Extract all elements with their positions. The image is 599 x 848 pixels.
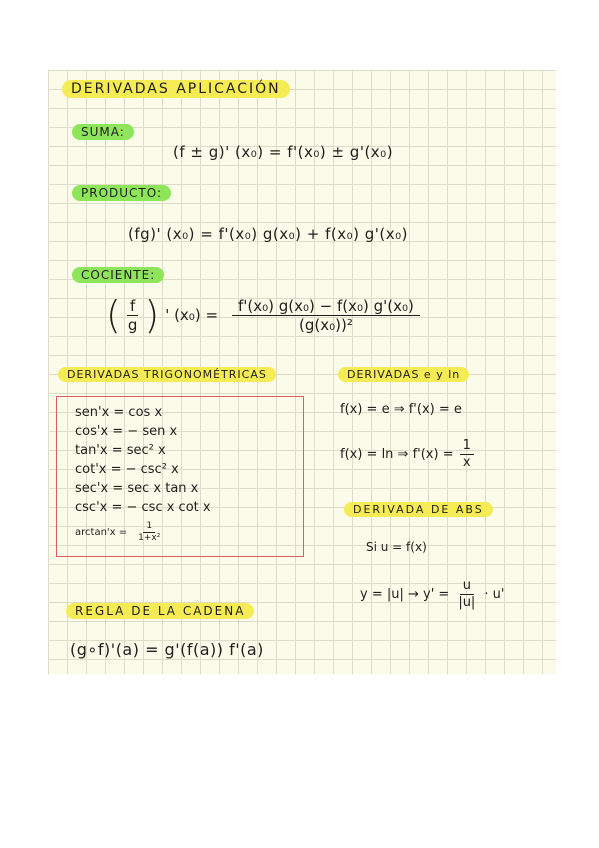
exp-ln-heading: DERIVADAS e y ln xyxy=(338,367,469,382)
right-paren: ) xyxy=(144,293,160,337)
abs-num: u xyxy=(460,578,474,595)
ln-lhs: f(x) = ln ⇒ f'(x) = xyxy=(340,446,454,462)
arctan-den: 1+x² xyxy=(138,532,161,543)
trig-item: cos'x = − sen x xyxy=(75,424,178,439)
trig-item: csc'x = − csc x cot x xyxy=(75,500,211,515)
producto-formula: (fg)' (x₀) = f'(x₀) g(x₀) + f(x₀) g'(x₀) xyxy=(128,225,408,243)
abs-condition: Si u = f(x) xyxy=(366,540,427,554)
producto-label: PRODUCTO: xyxy=(72,185,171,201)
fg-num: f xyxy=(127,297,138,316)
cadena-formula: (g∘f)'(a) = g'(f(a)) f'(a) xyxy=(70,640,264,659)
abs-tail: · u' xyxy=(484,586,505,602)
cociente-formula xyxy=(106,293,420,337)
abs-den: |u| xyxy=(458,594,476,610)
trig-item: tan'x = sec² x xyxy=(75,443,166,458)
notes-page xyxy=(48,70,556,674)
abs-fraction xyxy=(455,578,478,610)
exp-derivative: f(x) = e ⇒ f'(x) = e xyxy=(340,402,462,417)
arctan-fraction xyxy=(135,521,163,544)
cociente-fraction xyxy=(232,297,420,334)
ln-derivative xyxy=(340,438,474,470)
ln-fraction xyxy=(460,438,474,470)
ln-den: x xyxy=(462,454,471,470)
suma-label: SUMA: xyxy=(72,124,134,140)
trig-item: cot'x = − csc² x xyxy=(75,462,179,477)
trig-box xyxy=(56,396,304,557)
trig-heading: DERIVADAS TRIGONOMÉTRICAS xyxy=(58,367,276,382)
fg-den: g xyxy=(127,315,138,334)
left-paren: ( xyxy=(106,293,121,337)
cociente-label: COCIENTE: xyxy=(72,267,164,283)
trig-item: sen'x = cos x xyxy=(75,405,163,420)
arctan-num: 1 xyxy=(143,521,155,533)
ln-num: 1 xyxy=(460,438,474,455)
arctan-derivative xyxy=(75,521,163,544)
abs-derivative xyxy=(360,578,504,610)
suma-formula: (f ± g)' (x₀) = f'(x₀) ± g'(x₀) xyxy=(173,143,394,161)
abs-lhs: y = |u| → y' = xyxy=(360,586,450,602)
cociente-lhs-tail: ' (x₀) = xyxy=(165,306,219,324)
cadena-heading: REGLA DE LA CADENA xyxy=(66,603,254,619)
page-title: DERIVADAS APLICACIÓN xyxy=(62,80,290,98)
fg-fraction xyxy=(125,297,141,334)
abs-heading: DERIVADA DE ABS xyxy=(344,502,493,517)
cociente-numerator: f'(x₀) g(x₀) − f(x₀) g'(x₀) xyxy=(232,297,420,316)
cociente-denominator: (g(x₀))² xyxy=(299,315,353,334)
arctan-lhs: arctan'x = xyxy=(75,526,128,538)
trig-item: sec'x = sec x tan x xyxy=(75,481,199,496)
